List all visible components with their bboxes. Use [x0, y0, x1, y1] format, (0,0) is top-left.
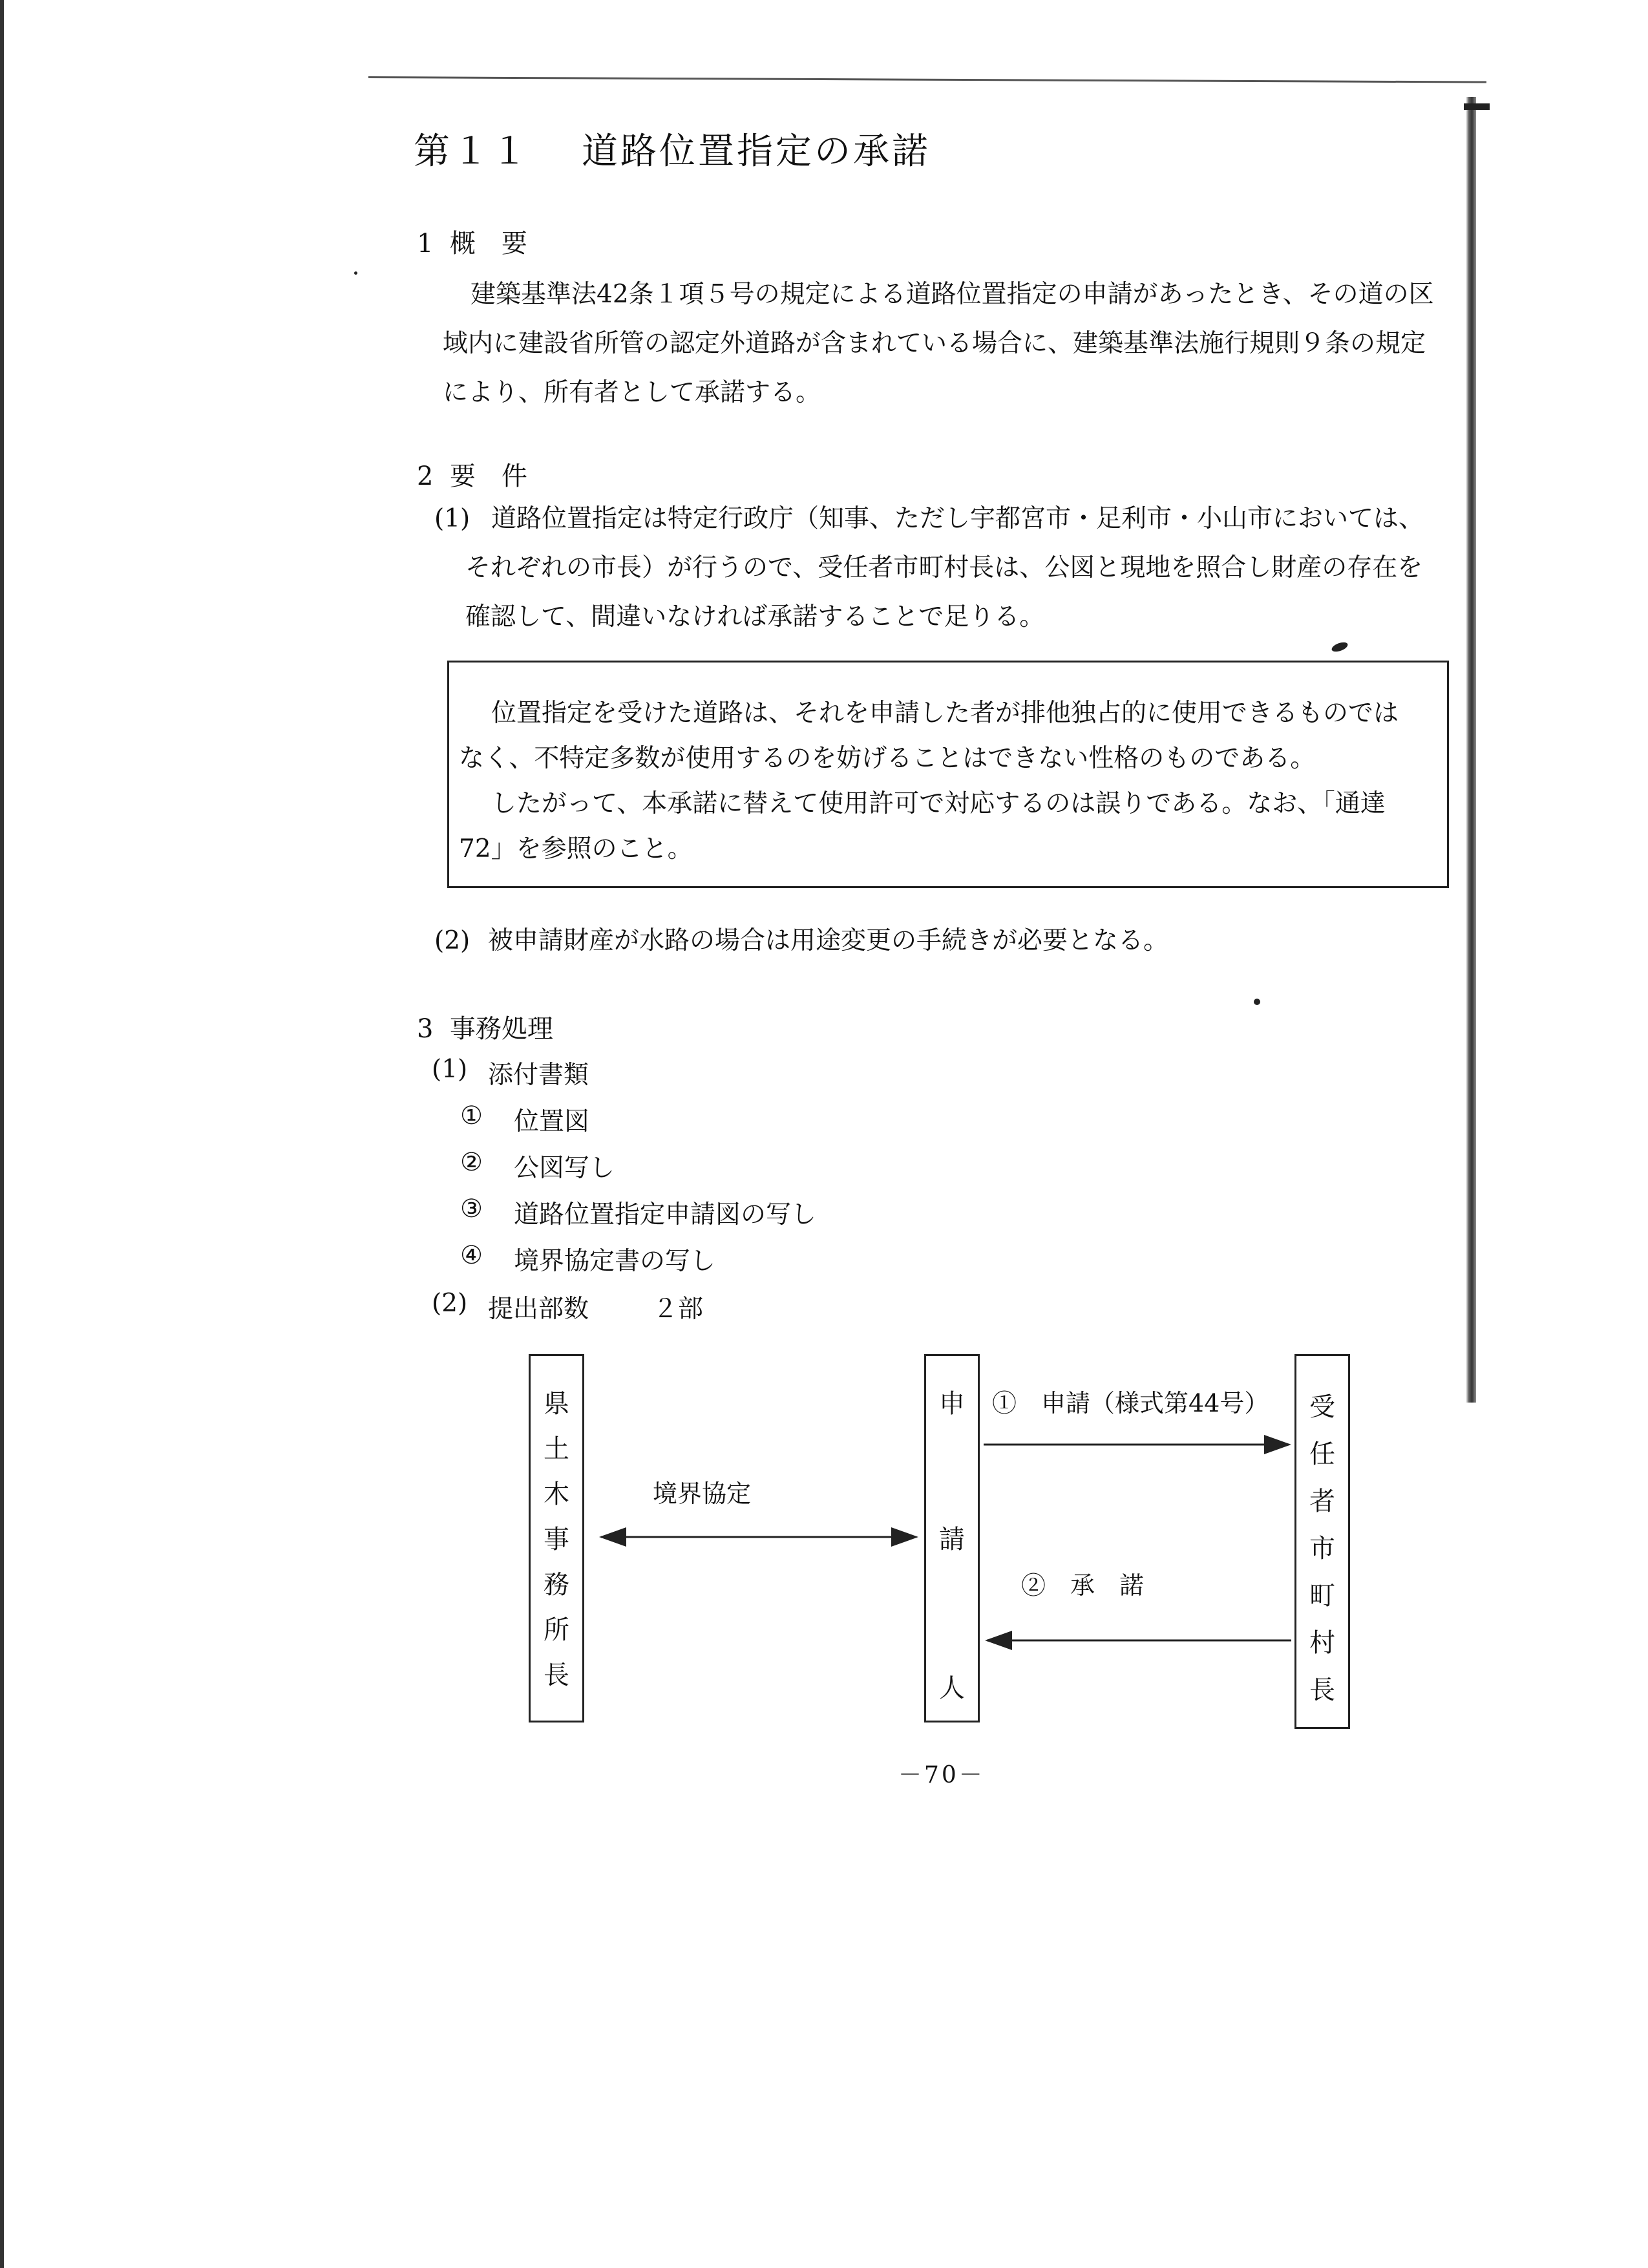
attachment-text-1: 位置図 [514, 1107, 590, 1136]
diagram-right-char: 長 [1309, 1675, 1335, 1705]
section3-heading: 3 事務処理 [417, 1014, 553, 1044]
attachment-mark-2: ② [460, 1148, 483, 1177]
attachments-label: 添付書類 [488, 1061, 589, 1090]
attachment-text-4: 境界協定書の写し [514, 1247, 716, 1276]
diagram-label-approval: ② 承 諾 [1021, 1571, 1145, 1600]
diagram-right-char: 者 [1309, 1487, 1335, 1516]
diagram-left-char: 長 [544, 1660, 569, 1690]
section2-item2-marker: (2) [434, 926, 470, 955]
section1-heading: 1 概 要 [417, 229, 527, 259]
section2-item2-text: 被申請財産が水路の場合は用途変更の手続きが必要となる。 [488, 926, 1169, 955]
diagram-left-char: 県 [544, 1389, 569, 1419]
note-line-3: したがって、本承諾に替えて使用許可で対応するのは誤りである。なお、「通達 [491, 789, 1386, 818]
diagram-left-char: 土 [544, 1434, 569, 1464]
diagram-middle-char: 人 [939, 1673, 965, 1703]
section2-item1-line-1: 道路位置指定は特定行政庁（知事、ただし宇都宮市・足利市・小山市においては、 [491, 504, 1424, 533]
diagram-right-char: 受 [1309, 1392, 1335, 1422]
diagram-left-char: 務 [544, 1570, 569, 1600]
diagram-right-char: 任 [1309, 1439, 1335, 1469]
diagram-left-char: 所 [544, 1615, 569, 1645]
note-line-4: 72」を参照のこと。 [459, 834, 693, 864]
title-text: 道路位置指定の承諾 [582, 131, 931, 173]
diagram-middle-char: 申 [939, 1389, 965, 1419]
page-number: －70－ [898, 1762, 985, 1788]
section1-line-1: 建築基準法42条１項５号の規定による道路位置指定の申請があったとき、その道の区 [470, 280, 1434, 309]
copies-value: ２部 [653, 1295, 704, 1324]
note-line-2: なく、不特定多数が使用するのを妨げることはできない性格のものである。 [459, 744, 1316, 773]
diagram-left-char: 木 [544, 1479, 569, 1509]
diagram-label-application: ① 申請（様式第44号） [992, 1389, 1269, 1417]
section1-line-3: により、所有者として承諾する。 [443, 378, 821, 407]
attachment-mark-3: ③ [460, 1194, 483, 1224]
diagram-middle-char: 請 [939, 1525, 965, 1554]
attachment-mark-1: ① [460, 1101, 483, 1130]
copies-marker: (2) [432, 1289, 468, 1318]
attachments-marker: (1) [432, 1055, 468, 1084]
attachment-mark-4: ④ [460, 1241, 483, 1270]
diagram-label-boundary: 境界協定 [653, 1479, 752, 1508]
diagram-right-char: 村 [1309, 1628, 1335, 1658]
copies-label: 提出部数 [488, 1295, 589, 1324]
title-number: 第１１ [414, 131, 530, 173]
section2-item1-line-2: それぞれの市長）が行うので、受任者市町村長は、公図と現地を照合し財産の存在を [465, 553, 1423, 582]
section2-heading: 2 要 件 [417, 461, 527, 491]
section2-item1-line-3: 確認して、間違いなければ承諾することで足りる。 [465, 602, 1045, 631]
diagram-left-char: 事 [544, 1525, 569, 1554]
section2-item1-marker: (1) [434, 504, 470, 533]
diagram-right-char: 町 [1309, 1581, 1335, 1611]
section1-line-2: 域内に建設省所管の認定外道路が含まれている場合に、建築基準法施行規則９条の規定 [443, 329, 1426, 358]
attachment-text-3: 道路位置指定申請図の写し [514, 1200, 817, 1229]
note-line-1: 位置指定を受けた道路は、それを申請した者が排他独占的に使用できるものでは [491, 699, 1399, 728]
attachment-text-2: 公図写し [514, 1154, 615, 1183]
diagram-right-char: 市 [1309, 1534, 1335, 1563]
